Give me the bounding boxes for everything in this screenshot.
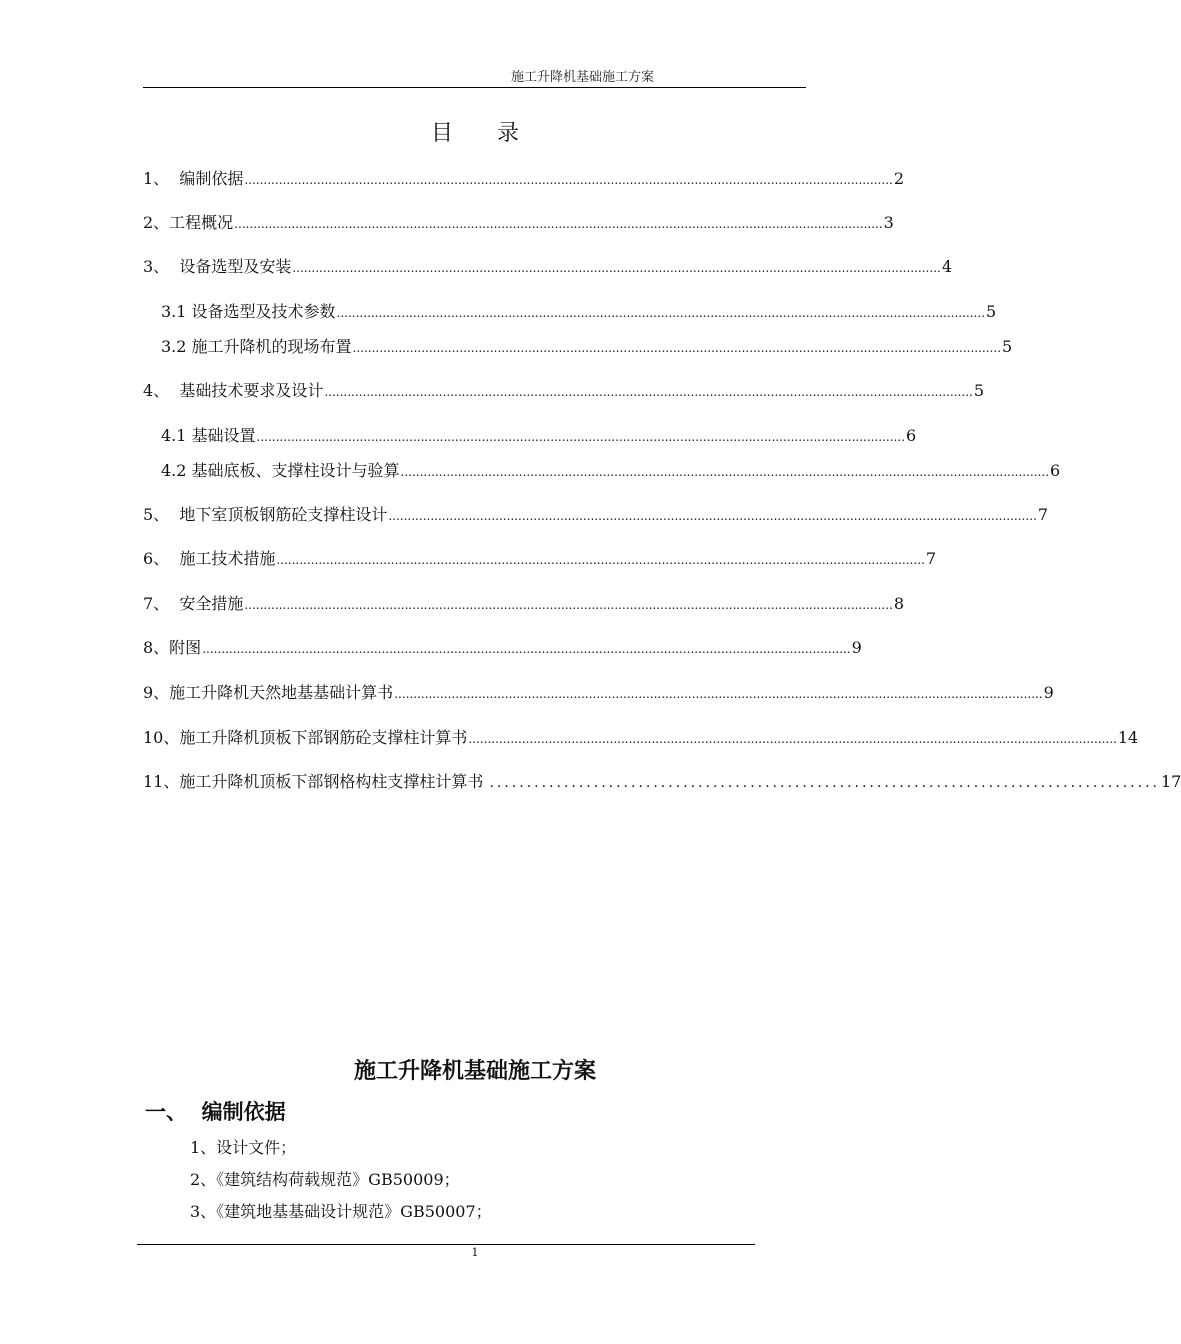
toc-entry-label: 4.2 基础底板、支撑柱设计与验算 — [161, 461, 400, 480]
header-title: 施工升降机基础施工方案 — [511, 70, 655, 85]
toc-entry-page: 7 — [925, 549, 937, 568]
toc-entry-label: 6、 施工技术措施 — [143, 549, 276, 568]
toc-leader-dots: .......................................................................................................................................................................... — [468, 732, 1117, 746]
toc-entry-label: 4、 基础技术要求及设计 — [143, 381, 324, 400]
toc-leader-dots: .......................................................................................................................................................................... — [244, 173, 893, 187]
toc-leader-dots: .......................................................................................................................................................................... — [352, 341, 1002, 355]
header-rule — [143, 87, 806, 88]
toc-entry-label: 4.1 基础设置 — [161, 426, 256, 445]
toc-entry-page: 6 — [906, 426, 917, 445]
toc-leader-dots: .......................................................................................................................................................................... — [400, 465, 1050, 479]
toc-entry-3[interactable] — [143, 256, 953, 278]
toc-entry-page: 9 — [1043, 683, 1054, 702]
toc-leader-dots: .......................................................................................................................................................................... — [234, 217, 883, 231]
toc-leader-dots: .......................................................................................................................................................................... — [394, 687, 1043, 701]
toc-entry-label: 3.1 设备选型及技术参数 — [161, 302, 336, 321]
toc-entry-page: 5 — [986, 302, 997, 321]
basis-item: 3、《建筑地基基础设计规范》GB50007； — [190, 1202, 492, 1221]
toc-entry-label: 11、施工升降机顶板下部钢格构柱支撑柱计算书 — [143, 772, 489, 791]
toc-title: 目录 — [430, 121, 563, 146]
basis-item: 2、《建筑结构荷载规范》GB50009； — [190, 1170, 460, 1189]
toc-entry-11[interactable] — [143, 771, 1181, 793]
toc-entry-8[interactable] — [143, 637, 862, 659]
toc-entry-page: 3 — [883, 213, 894, 232]
toc-entry-2[interactable] — [143, 212, 894, 234]
toc-entry-page: 2 — [893, 169, 905, 188]
toc-leader-dots: .......................................................................................................................................................................... — [244, 598, 893, 612]
toc-leader-dots: .......................................................................................................................................................................... — [276, 553, 925, 567]
basis-item: 1、设计文件； — [190, 1138, 297, 1157]
toc-leader-dots: .......................................................................................... — [489, 775, 1160, 791]
toc-entry-label: 2、工程概况 — [143, 213, 234, 232]
toc-entry-label: 8、附图 — [143, 638, 202, 657]
toc-entry-3-1[interactable] — [161, 301, 997, 323]
toc-leader-dots: .......................................................................................................................................................................... — [336, 306, 986, 320]
toc-entry-label: 3、 设备选型及安装 — [143, 257, 292, 276]
toc-leader-dots: .......................................................................................................................................................................... — [324, 385, 973, 399]
toc-entry-page: 14 — [1117, 728, 1139, 747]
toc-entry-4[interactable] — [143, 380, 985, 402]
toc-leader-dots: .......................................................................................................................................................................... — [388, 509, 1037, 523]
toc-entry-page: 5 — [1002, 337, 1013, 356]
toc-leader-dots: .......................................................................................................................................................................... — [202, 642, 851, 656]
toc-entry-1[interactable] — [143, 168, 905, 190]
toc-entry-page: 6 — [1050, 461, 1061, 480]
toc-entry-4-2[interactable] — [161, 460, 1061, 482]
page-number: 1 — [471, 1246, 479, 1259]
toc-entry-label: 9、施工升降机天然地基基础计算书 — [143, 683, 394, 702]
toc-entry-label: 3.2 施工升降机的现场布置 — [161, 337, 352, 356]
toc-entry-7[interactable] — [143, 593, 905, 615]
toc-entry-page: 17 — [1160, 772, 1181, 791]
toc-entry-page: 8 — [893, 594, 905, 613]
toc-entry-6[interactable] — [143, 548, 937, 570]
toc-leader-dots: .......................................................................................................................................................................... — [292, 261, 941, 275]
document-title: 施工升降机基础施工方案 — [353, 1058, 596, 1084]
toc-entry-label: 7、 安全措施 — [143, 594, 244, 613]
toc-entry-5[interactable] — [143, 504, 1049, 526]
toc-entry-4-1[interactable] — [161, 425, 917, 447]
toc-entry-9[interactable] — [143, 682, 1054, 704]
toc-entry-label: 10、施工升降机顶板下部钢筋砼支撑柱计算书 — [143, 728, 468, 747]
toc-entry-page: 4 — [941, 257, 953, 276]
section-heading: 一、 编制依据 — [145, 1099, 286, 1124]
toc-entry-10[interactable] — [143, 727, 1139, 749]
toc-entry-label: 1、 编制依据 — [143, 169, 244, 188]
toc-leader-dots: .......................................................................................................................................................................... — [256, 430, 906, 444]
toc-entry-page: 9 — [851, 638, 862, 657]
footer-rule — [137, 1244, 755, 1245]
toc-entry-page: 7 — [1037, 505, 1049, 524]
toc-entry-label: 5、 地下室顶板钢筋砼支撑柱设计 — [143, 505, 388, 524]
toc-entry-3-2[interactable] — [161, 336, 1013, 358]
toc-entry-page: 5 — [973, 381, 985, 400]
